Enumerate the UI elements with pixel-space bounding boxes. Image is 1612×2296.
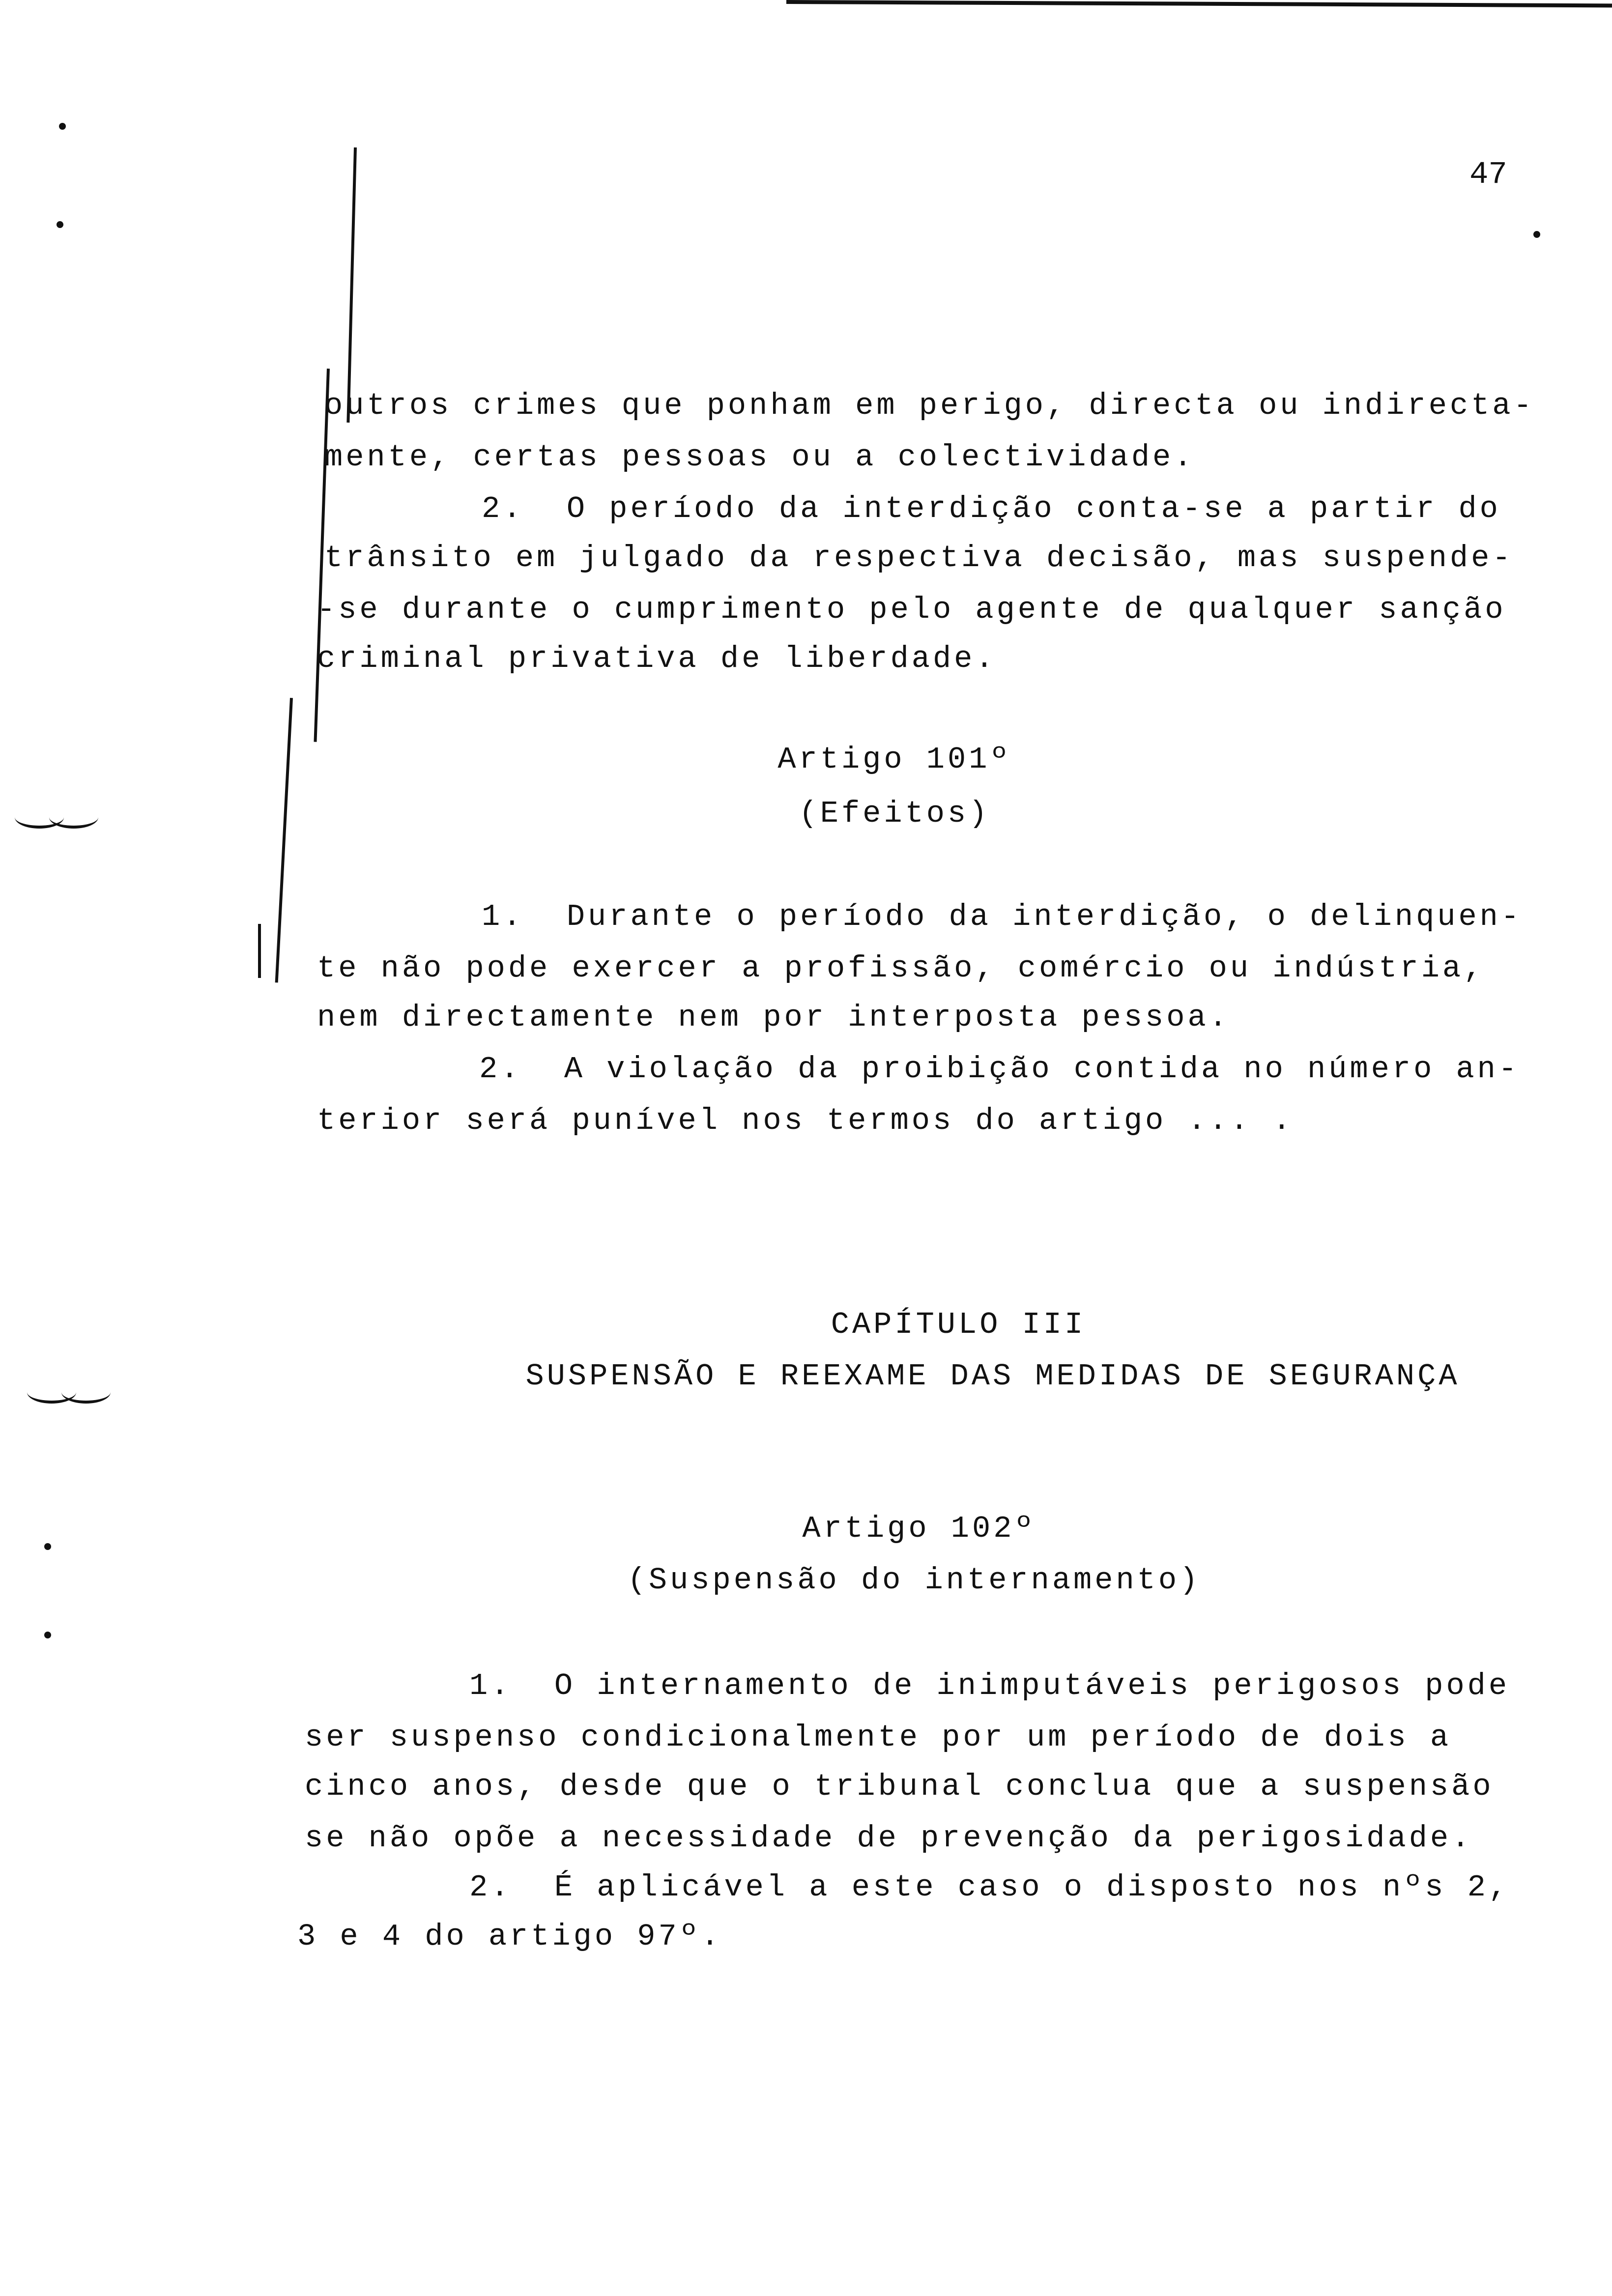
- paragraph-line: se não opõe a necessidade de prevenção da perigosidade.: [305, 1821, 1473, 1856]
- paragraph-line: ser suspenso condicionalmente por um período de dois a: [305, 1720, 1452, 1755]
- paragraph-line: 1. O internamento de inimputáveis perigosos pode: [469, 1668, 1510, 1703]
- article-subheading: (Efeitos): [799, 796, 990, 831]
- paragraph-line: 3 e 4 do artigo 97º.: [297, 1919, 722, 1954]
- margin-annotation-line: [258, 924, 261, 978]
- paragraph-line: 2. A violação da proibição contida no número an-: [479, 1052, 1520, 1087]
- paragraph-line: cinco anos, desde que o tribunal conclua que a suspensão: [305, 1769, 1494, 1804]
- scan-speck: [1533, 231, 1540, 238]
- scan-top-border: [786, 0, 1612, 7]
- paragraph-line: outros crimes que ponham em perigo, directa ou indirecta-: [324, 388, 1535, 423]
- paragraph-line: 1. Durante o período da interdição, o delinquen-: [482, 899, 1523, 934]
- chapter-heading: CAPÍTULO III: [831, 1307, 1086, 1342]
- scan-speck: [59, 123, 66, 130]
- margin-annotation-line: [275, 698, 293, 983]
- paragraph-line: mente, certas pessoas ou a colectividade.: [324, 440, 1195, 475]
- paragraph-line: te não pode exercer a profissão, comércio ou indústria,: [317, 951, 1485, 986]
- paragraph-line: criminal privativa de liberdade.: [317, 641, 997, 676]
- chapter-title: SUSPENSÃO E REEXAME DAS MEDIDAS DE SEGURANÇA: [525, 1359, 1460, 1394]
- scan-speck: [44, 1632, 51, 1638]
- scan-speck: [57, 221, 63, 228]
- paragraph-line: trânsito em julgado da respectiva decisão, mas suspende-: [324, 541, 1514, 575]
- paragraph-line: 2. O período da interdição conta-se a partir do: [482, 491, 1501, 526]
- margin-annotation-line: [346, 147, 357, 423]
- article-subheading: (Suspensão do internamento): [627, 1563, 1201, 1598]
- paragraph-line: terior será punível nos termos do artigo ... .: [317, 1103, 1294, 1138]
- paragraph-line: -se durante o cumprimento pelo agente de qualquer sanção: [317, 592, 1506, 627]
- paragraph-line: nem directamente nem por interposta pessoa.: [317, 1000, 1230, 1035]
- article-heading: Artigo 101º: [777, 742, 1011, 777]
- article-heading: Artigo 102º: [802, 1511, 1036, 1546]
- page-number: 47: [1469, 157, 1507, 193]
- paragraph-line: 2. É aplicável a este caso o disposto nos nºs 2,: [469, 1870, 1510, 1905]
